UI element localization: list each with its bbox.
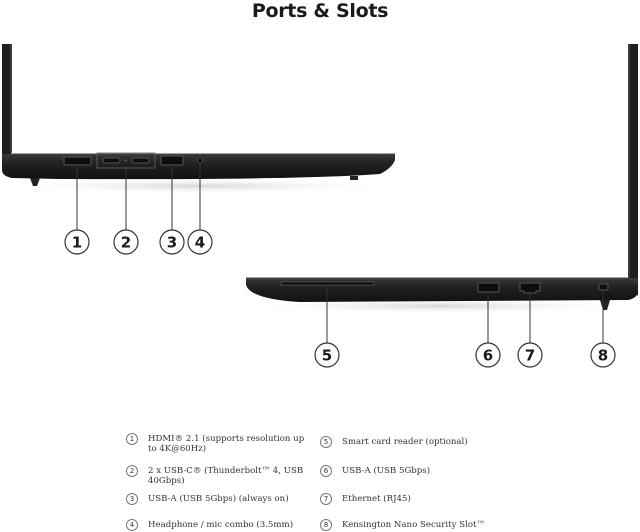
svg-text:5: 5 — [321, 346, 333, 365]
svg-text:8: 8 — [597, 346, 609, 365]
svg-text:2: 2 — [120, 233, 132, 252]
usb-a-port-right — [478, 283, 499, 292]
legend-text: 2 x USB-C® (Thunderbolt™ 4, USB 40Gbps) — [148, 466, 304, 486]
legend-text: Kensington Nano Security Slot™ — [342, 520, 486, 530]
legend-text: Ethernet (RJ45) — [342, 494, 411, 504]
legend-number: 1 — [126, 433, 138, 445]
audio-jack — [197, 158, 202, 163]
legend-number: 2 — [126, 465, 138, 477]
legend-text: Smart card reader (optional) — [342, 437, 468, 447]
legend-item — [126, 434, 308, 454]
callout-4 — [188, 230, 212, 254]
callout-2 — [114, 230, 138, 254]
usb-c-port — [103, 158, 120, 163]
legend-number: 8 — [320, 519, 332, 531]
callout-6 — [476, 343, 500, 367]
legend-number: 6 — [320, 465, 332, 477]
legend-text: HDMI® 2.1 (supports resolution up to 4K@60Hz) — [148, 434, 305, 454]
svg-text:3: 3 — [166, 233, 178, 252]
callout-3 — [160, 230, 184, 254]
page-title: Ports & Slots — [251, 0, 389, 22]
callout-1 — [65, 230, 89, 254]
legend-text: USB-A (USB 5Gbps) — [342, 466, 431, 476]
usb-a-port — [161, 156, 183, 165]
legend-number: 4 — [126, 519, 138, 531]
legend-text: Headphone / mic combo (3.5mm) — [148, 520, 294, 530]
svg-text:4: 4 — [194, 233, 206, 252]
callout-8 — [591, 343, 615, 367]
callout-5 — [315, 343, 339, 367]
hdmi-port — [64, 157, 91, 165]
legend-number: 5 — [320, 436, 332, 448]
legend-item — [126, 466, 308, 486]
laptop-right-side — [240, 44, 640, 314]
kensington-slot — [599, 284, 608, 290]
legend-item — [320, 466, 502, 477]
legend-item — [320, 494, 502, 505]
svg-text:6: 6 — [482, 346, 494, 365]
legend-item — [320, 520, 502, 531]
legend-number: 7 — [320, 493, 332, 505]
usb-c-port — [132, 158, 149, 163]
svg-text:1: 1 — [71, 233, 83, 252]
legend-item — [126, 520, 308, 531]
legend-text: USB-A (USB 5Gbps) (always on) — [148, 494, 289, 504]
svg-text:7: 7 — [524, 346, 536, 365]
ethernet-port — [520, 283, 540, 293]
legend-item — [320, 437, 502, 448]
legend-number: 3 — [126, 493, 138, 505]
legend-item — [126, 494, 308, 505]
callout-7 — [518, 343, 542, 367]
smart-card-slot — [281, 282, 374, 285]
